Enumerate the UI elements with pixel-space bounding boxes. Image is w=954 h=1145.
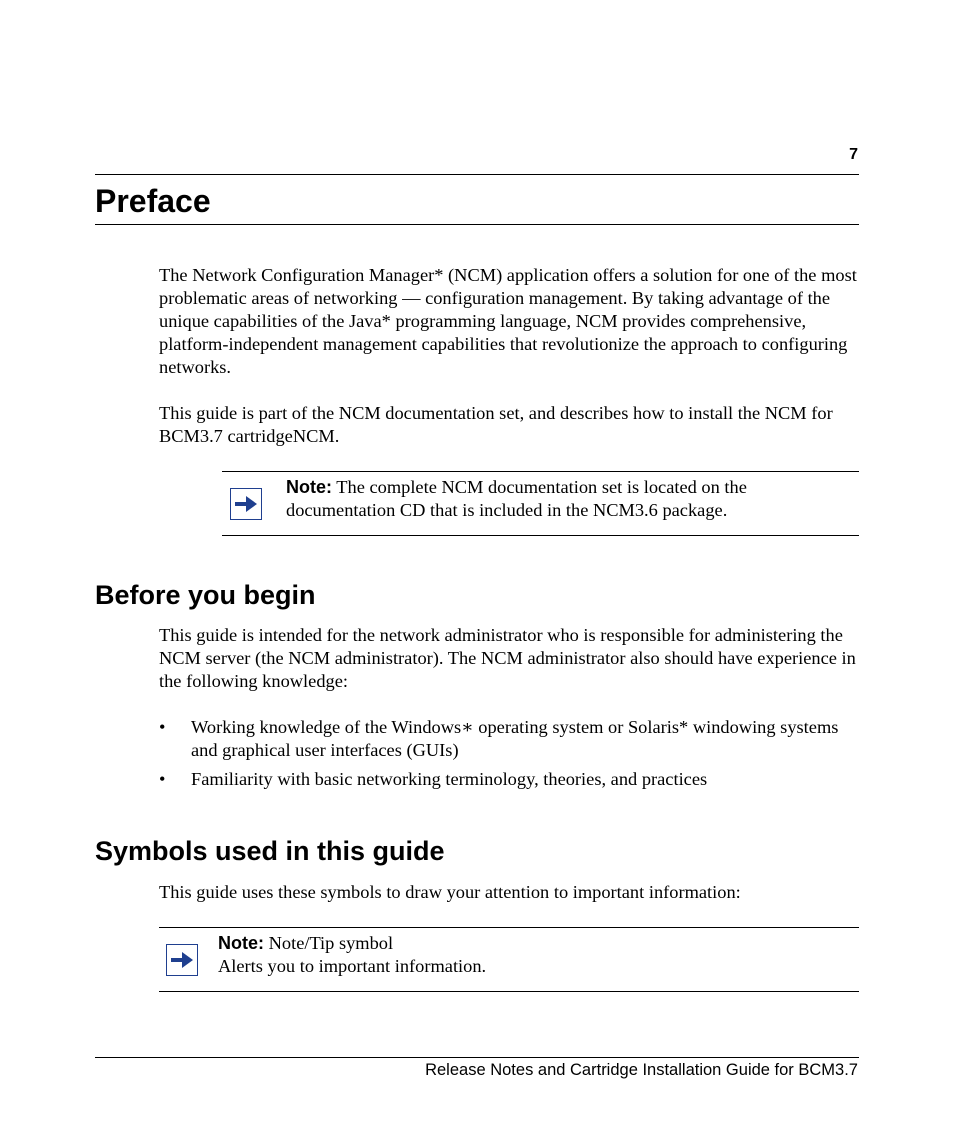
intro-paragraph-1 bbox=[159, 264, 859, 379]
arrow-right-icon bbox=[166, 944, 198, 976]
list-item: Familiarity with basic networking terminology, theories, and practices bbox=[191, 769, 708, 789]
symbols-paragraph bbox=[159, 881, 859, 904]
intro-paragraph-1-text: The Network Configuration Manager* (NCM) application offers a solution for one of the most problematic areas of networking — configuration management. By taking advantage of the unique capabilities of the Java* programming language, NCM provides comprehensive, platform-independent management capabilities that revolutionize the approach to configuring networks. bbox=[159, 265, 857, 377]
intro-paragraph-2-text: This guide is part of the NCM documentation set, and describes how to install the NCM for BCM3.7 cartridgeNCM. bbox=[159, 403, 833, 446]
note1-body bbox=[286, 476, 856, 522]
symbols-text: This guide uses these symbols to draw your attention to important information: bbox=[159, 882, 741, 902]
title-rule bbox=[95, 224, 859, 225]
note2-body bbox=[218, 932, 838, 978]
intro-paragraph-2 bbox=[159, 402, 859, 448]
note2-top-rule bbox=[159, 927, 859, 928]
symbols-heading: Symbols used in this guide bbox=[95, 836, 445, 866]
bullet-marker: • bbox=[159, 717, 166, 737]
note2-bottom-rule bbox=[159, 991, 859, 992]
note1-label: Note: bbox=[286, 477, 332, 497]
page-title: Preface bbox=[95, 183, 211, 219]
footer-rule bbox=[95, 1057, 859, 1058]
footer-text: Release Notes and Cartridge Installation Guide for BCM3.7 bbox=[425, 1061, 858, 1079]
page-number: 7 bbox=[849, 146, 858, 163]
note1-bottom-rule bbox=[222, 535, 859, 536]
note2-label: Note: bbox=[218, 933, 264, 953]
before-you-begin-paragraph bbox=[159, 624, 859, 693]
note2-title: Note/Tip symbol bbox=[268, 933, 394, 953]
note1-text: The complete NCM documentation set is located on the documentation CD that is included in the NCM3.6 package. bbox=[286, 477, 747, 520]
before-you-begin-text: This guide is intended for the network administrator who is responsible for administering the NCM server (the NCM administrator). The NCM administrator also should have experience in the following knowledge: bbox=[159, 625, 856, 691]
before-you-begin-heading: Before you begin bbox=[95, 580, 316, 610]
header-rule bbox=[95, 174, 859, 175]
list-item: Working knowledge of the Windows∗ operating system or Solaris* windowing systems and graphical user interfaces (GUIs) bbox=[191, 717, 839, 760]
bullet-marker: • bbox=[159, 769, 166, 789]
note2-description: Alerts you to important information. bbox=[218, 956, 487, 976]
arrow-right-icon bbox=[230, 488, 262, 520]
note1-top-rule bbox=[222, 471, 859, 472]
